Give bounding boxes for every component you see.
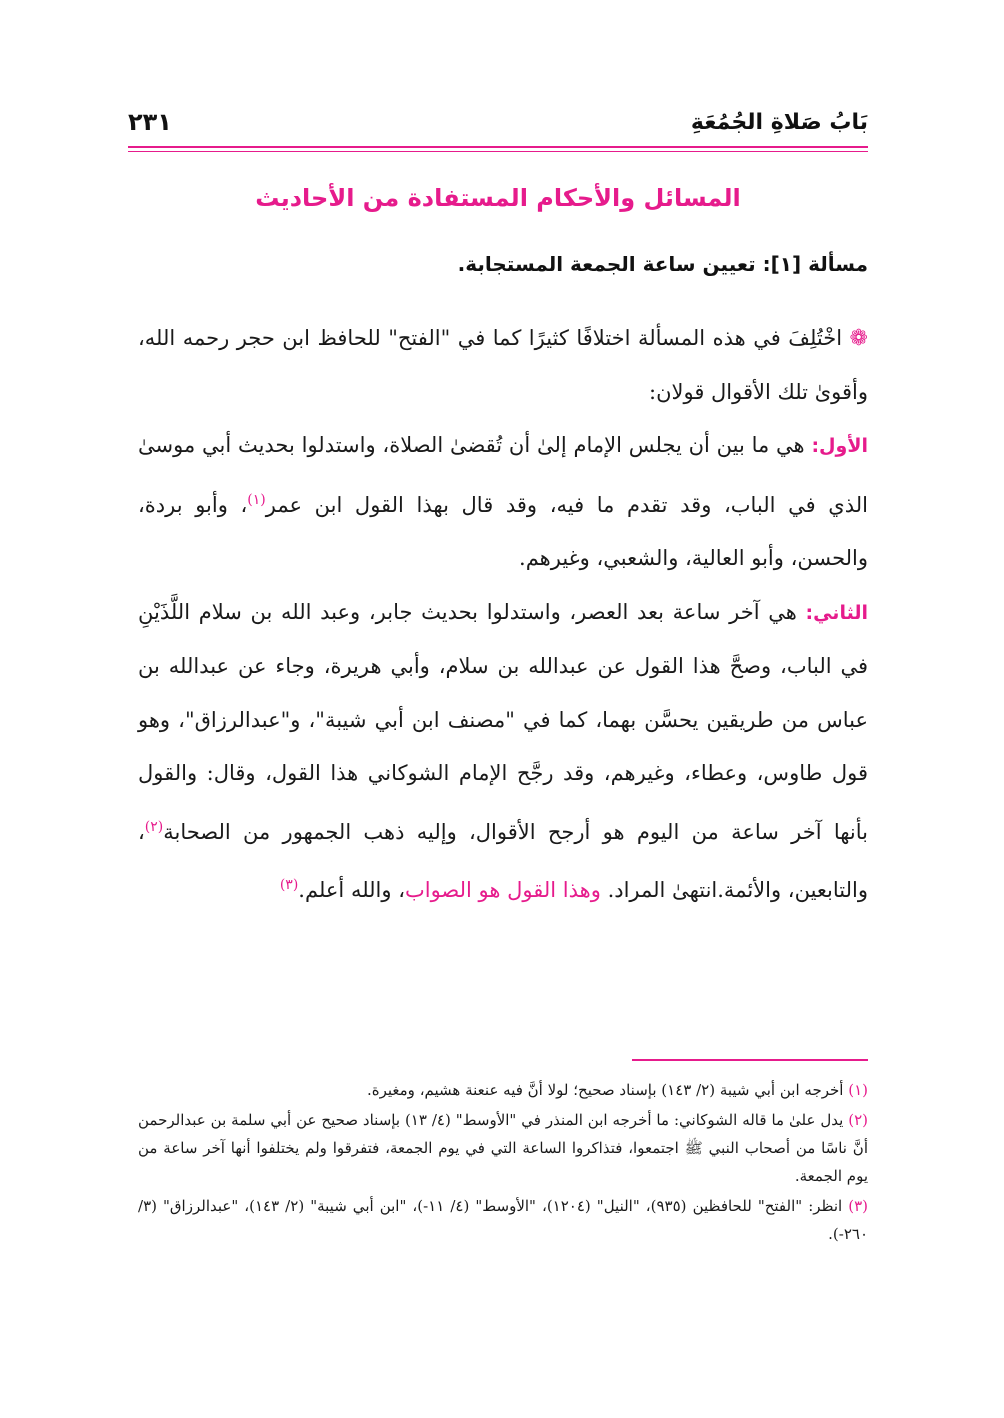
- first-opinion-paragraph: [138, 419, 868, 586]
- second-opinion-text-b: ، والتابعين، والأئمة.انتهىٰ المراد.: [138, 819, 868, 902]
- intro-text: اخْتُلِفَ في هذه المسألة اختلافًا كثيرًا كما في "الفتح" للحافظ ابن حجر رحمه الله، وأقوىٰ تلك الأقوال قولان:: [138, 326, 868, 404]
- header-rule: [128, 146, 868, 148]
- footnote-text: أخرجه ابن أبي شيبة (٢/ ١٤٣) بإسناد صحيح؛ لولا أنَّ فيه عنعنة هشيم، ومغيرة.: [366, 1081, 844, 1099]
- footnote-number: (١): [848, 1081, 868, 1099]
- intro-paragraph: [138, 312, 868, 419]
- chapter-title: بَابُ صَلاةِ الجُمُعَةِ: [690, 110, 868, 135]
- footnote-ref-2[interactable]: (٢): [144, 818, 164, 835]
- footnote-ref-1[interactable]: (١): [247, 491, 266, 508]
- footnote-rule: [632, 1059, 868, 1061]
- section-heading: المسائل والأحكام المستفادة من الأحاديث: [255, 184, 741, 212]
- conclusion-end: ، والله أعلم.: [298, 878, 405, 902]
- footnote-3: [138, 1192, 868, 1248]
- footnote-number: (٣): [848, 1197, 868, 1215]
- conclusion-highlight: وهذا القول هو الصواب: [404, 878, 601, 902]
- first-opinion-text-b: ، وأبو بردة، والحسن، وأبو العالية، والشعبي، وغيرهم.: [138, 492, 868, 570]
- footnote-ref-3[interactable]: (٣): [279, 877, 299, 893]
- footnotes: [138, 1076, 868, 1250]
- flower-icon: ❁: [849, 326, 868, 351]
- second-opinion-paragraph: [138, 586, 868, 918]
- page-header: [128, 104, 868, 144]
- first-opinion-text-a: هي ما بين أن يجلس الإمام إلىٰ أن تُقضىٰ الصلاة، واستدلوا بحديث أبي موسىٰ الذي في الباب، وقد تقدم ما فيه، وقد قال بهذا القول ابن عمر: [138, 433, 868, 517]
- second-opinion-label: الثاني:: [805, 601, 868, 624]
- footnote-text: انظر: "الفتح" للحافظين (٩٣٥)، "النيل" (١٢٠٤)، "الأوسط" (٤/ ١١-)، "ابن أبي شيبة" (٢/ ١٤٣)، "عبدالرزاق" (٣/ ٢٦٠-).: [138, 1197, 868, 1243]
- page-number: ٢٣١: [128, 108, 172, 136]
- footnote-number: (٢): [848, 1111, 868, 1129]
- footnote-text: يدل علىٰ ما قاله الشوكاني: ما أخرجه ابن المنذر في "الأوسط" (٤/ ١٣) بإسناد صحيح عن أبي سلمة بن عبدالرحمن أنَّ ناسًا من أصحاب النبي ﷺ اجتمعوا، فتذاكروا الساعة التي في يوم الجمعة، فتفرقوا ولم يختلفوا أنها آخر ساعة من يوم الجمعة.: [138, 1111, 868, 1185]
- first-opinion-label: الأول:: [811, 435, 868, 457]
- issue-title: مسألة [١]: تعيين ساعة الجمعة المستجابة.: [457, 252, 868, 276]
- footnote-2: [138, 1106, 868, 1190]
- footnote-1: [138, 1076, 868, 1104]
- header-rule-thin: [128, 151, 868, 152]
- main-text: [138, 312, 868, 918]
- second-opinion-text-a: هي آخر ساعة بعد العصر، واستدلوا بحديث جابر، وعبد الله بن سلام اللَّذَيْنِ في الباب، وصحَّ هذا القول عن عبدالله بن سلام، وأبي هريرة، وجاء عن عبدالله بن عباس من طريقين يحسَّن بهما، كما في "مصنف ابن أبي شيبة"، و"عبدالرزاق"، وهو قول طاوس، وعطاء، وغيرهم، وقد رجَّح الإمام الشوكاني هذا القول، وقال: والقول بأنها آخر ساعة من اليوم هو أرجح الأقوال، وإليه ذهب الجمهور من الصحابة: [138, 599, 868, 844]
